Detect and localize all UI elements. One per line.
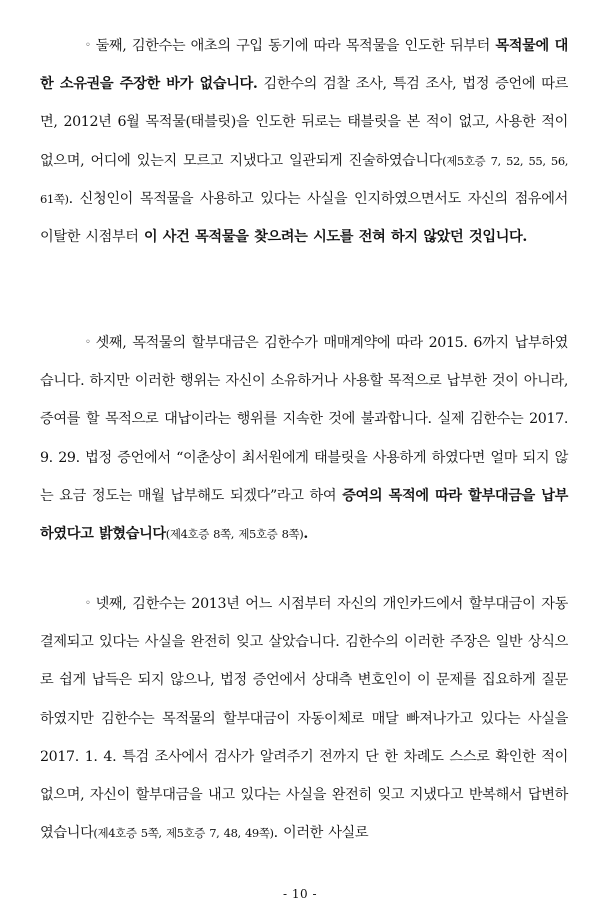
- text-segment: 둘째, 김한수는 애초의 구입 동기에 따라 목적물을 인도한 뒤부터: [95, 38, 496, 54]
- text-segment: . 이러한 사실로: [273, 825, 369, 842]
- bullet-icon: ◦: [85, 40, 91, 51]
- paragraph-third-point: [40, 324, 568, 553]
- text-segment: 셋째, 목적물의 할부대금은 김한수가 매매계약에 따라 2015. 6까지 납부하였습니다. 하지만 이러한 행위는 자신이 소유하거나 사용할 목적으로 납부한 것이 아니라, 증여를 할 목적으로 대납이라는 행위를 지속한 것에 불과합니다. 실제 김한수는 2017. 9. 29. 법정 증언에서 “이춘상이 최서원에게 태블릿을 사용하게 하였다면 얼마 되지 않는 요금 정도는 매월 납부해도 되겠다”라고 하여: [40, 335, 568, 504]
- text-segment: . 신청인이 목적물을 사용하고 있다는 사실을 인지하였으면서도 자신의 점유에서 이탈한 시점부터: [40, 190, 568, 246]
- citation-segment: (제4호증 8쪽, 제5호증 8쪽): [165, 527, 304, 542]
- paragraph-second-point: [40, 27, 568, 256]
- bullet-icon: ◦: [85, 598, 91, 609]
- text-segment: .: [303, 526, 308, 543]
- text-segment: 김한수의 검찰 조사, 특검 조사, 법정 증언에 따르면, 2012년 6월 목적물(태블릿)을 인도한 뒤로는 태블릿을 본 적이 없고, 사용한 적이 없으며, 어디에 있는지 모르고 지냈다고 일관되게 진술하였습니다: [40, 76, 568, 169]
- emphasis-segment: 이 사건 목적물을 찾으려는 시도를 전혀 하지 않았던 것입니다.: [143, 229, 527, 246]
- bullet-icon: ◦: [85, 337, 91, 348]
- citation-segment: (제5호증 7, 52, 55, 56, 61쪽): [40, 153, 568, 206]
- page-number: - 10 -: [282, 887, 317, 901]
- citation-segment: (제4호증 5쪽, 제5호증 7, 48, 49쪽): [93, 826, 274, 841]
- text-segment: 넷째, 김한수는 2013년 어느 시점부터 자신의 개인카드에서 할부대금이 자동 결제되고 있다는 사실을 완전히 잊고 살았습니다. 김한수의 이러한 주장은 일반 상식으로 쉽게 납득은 되지 않으나, 법정 증언에서 상대측 변호인이 이 문제를 집요하게 질문하였지만 김한수는 목적물의 할부대금이 자동이체로 매달 빠져나가고 있다는 사실을 2017. 1. 4. 특검 조사에서 검사가 알려주기 전까지 단 한 차례도 스스로 확인한 적이 없으며, 자신이 할부대금을 내고 있다는 사실을 완전히 잊고 지냈다고 반복해서 답변하였습니다: [40, 596, 568, 842]
- emphasis-segment: 목적물에 대한 소유권을 주장한 바가 없습니다.: [40, 38, 568, 93]
- paragraph-fourth-point: [40, 585, 568, 852]
- emphasis-segment: 증여의 목적에 따라 할부대금을 납부하였다고 밝혔습니다: [40, 487, 568, 543]
